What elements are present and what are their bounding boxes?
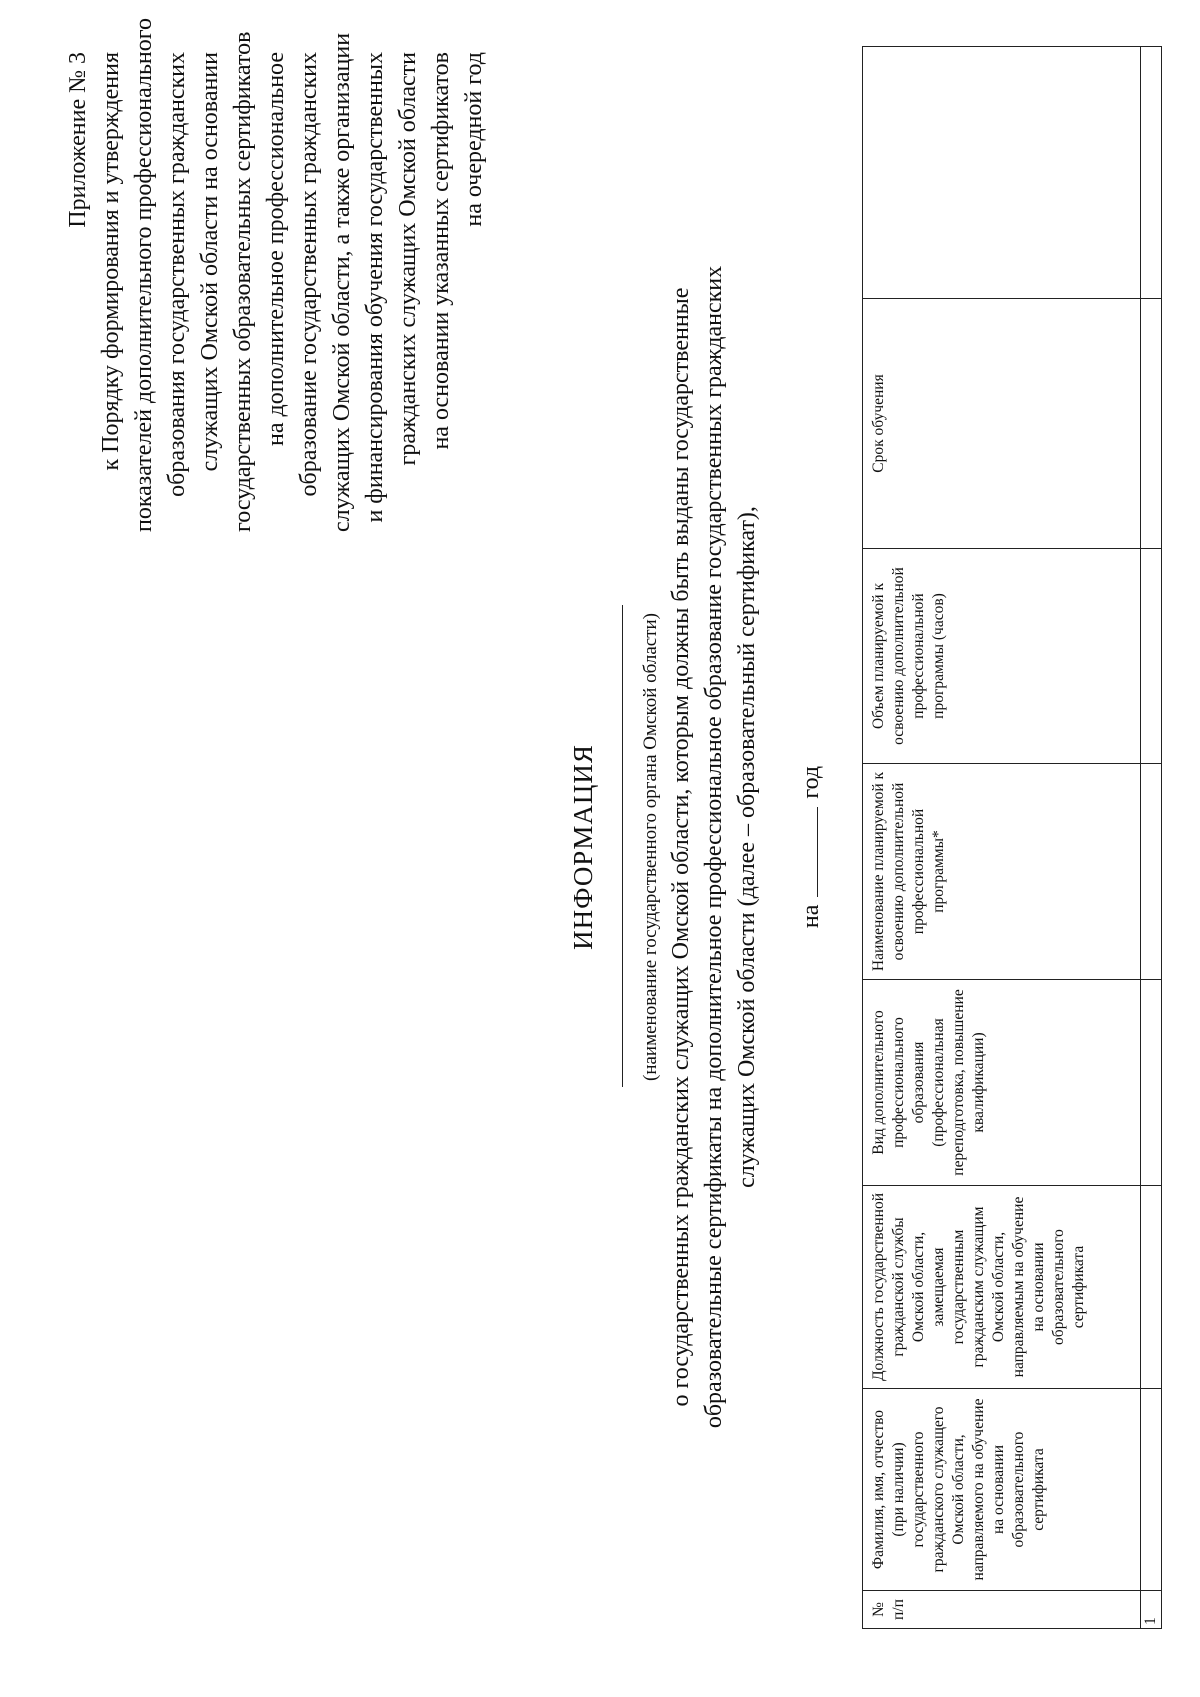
header-empty bbox=[863, 47, 1141, 299]
year-line bbox=[795, 597, 825, 1097]
year-suffix: год bbox=[798, 765, 824, 799]
table-cell bbox=[1140, 1186, 1161, 1389]
header-full-name: Фамилия, имя, отчество (при наличии) государственного гражданского служащего Омской области, направляемого на обучение на основании образовательного сертификата bbox=[863, 1389, 1141, 1591]
year-blank bbox=[795, 807, 818, 897]
certificate-info-table bbox=[862, 46, 1162, 1629]
document-title: ИНФОРМАЦИЯ bbox=[568, 744, 598, 950]
appendix-line: служащих Омской области на основании bbox=[197, 52, 223, 472]
table-cell: 1 bbox=[1140, 1591, 1161, 1629]
appendix-line: государственных образовательных сертификатов bbox=[230, 31, 256, 532]
appendix-line: на дополнительное профессиональное bbox=[263, 52, 289, 446]
table-cell bbox=[1140, 549, 1161, 764]
table-cell bbox=[1140, 764, 1161, 980]
table-cell bbox=[1140, 47, 1161, 299]
year-prefix: на bbox=[798, 904, 824, 929]
description-line: о государственных гражданских служащих Омской области, которым должны быть выданы государственные bbox=[668, 287, 694, 1407]
appendix-number: Приложение № 3 bbox=[65, 52, 91, 228]
table-cell bbox=[1140, 299, 1161, 549]
document-description bbox=[665, 47, 764, 1647]
appendix-line: гражданских служащих Омской области bbox=[395, 52, 421, 466]
description-line: образовательные сертификаты на дополнительное профессиональное образование государственных гражданских bbox=[701, 265, 727, 1429]
header-position: Должность государственной гражданской службы Омской области, замещаемая государственным гражданским служащим Омской области, направляемым на обучение на основании образовательного сертификата bbox=[863, 1186, 1141, 1389]
table-row bbox=[1140, 47, 1161, 1629]
header-number: № п/п bbox=[863, 1591, 1141, 1629]
appendix-line: на основании указанных сертификатов bbox=[428, 52, 454, 450]
header-program-hours: Объем планируемой к освоению дополнительной профессиональной программы (часов) bbox=[863, 549, 1141, 764]
appendix-line: служащих Омской области, а также организации bbox=[329, 32, 355, 532]
appendix-line: и финансирования обучения государственных bbox=[362, 52, 388, 523]
description-line: служащих Омской области (далее – образовательный сертификат), bbox=[734, 506, 760, 1188]
appendix-line: показателей дополнительного профессионального bbox=[131, 18, 157, 532]
table-header-row bbox=[863, 47, 1141, 1629]
org-name-blank-line bbox=[622, 605, 623, 1087]
appendix-header bbox=[62, 18, 491, 532]
appendix-line: образования государственных гражданских bbox=[164, 52, 190, 497]
appendix-line: к Порядку формирования и утверждения bbox=[98, 52, 124, 471]
org-name-caption: (наименование государственного органа Омской области) bbox=[640, 613, 661, 1081]
header-education-type: Вид дополнительного профессионального образования (профессиональная переподготовка, повышение квалификации) bbox=[863, 980, 1141, 1186]
appendix-line: на очередной год bbox=[461, 52, 487, 227]
table-cell bbox=[1140, 980, 1161, 1186]
header-study-period: Срок обучения bbox=[863, 299, 1141, 549]
table-cell bbox=[1140, 1389, 1161, 1591]
header-program-name: Наименование планируемой к освоению дополнительной профессиональной программы* bbox=[863, 764, 1141, 980]
appendix-line: образование государственных гражданских bbox=[296, 52, 322, 497]
